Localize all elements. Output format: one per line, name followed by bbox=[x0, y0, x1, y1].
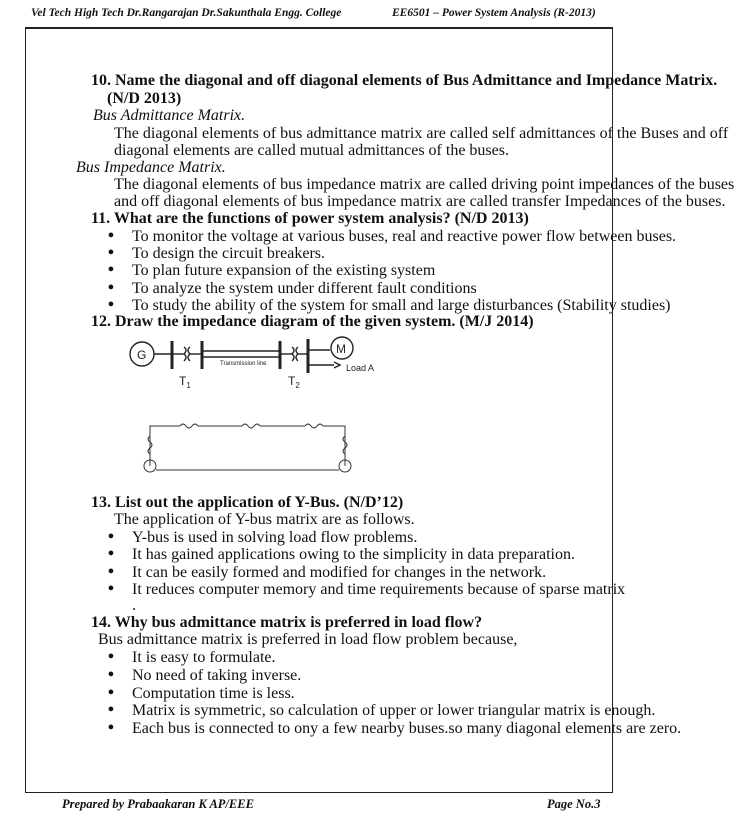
page-footer bbox=[0, 795, 638, 821]
q14-intro: Bus admittance matrix is preferred in load flow problem because, bbox=[98, 631, 518, 648]
q11-item-3: To plan future expansion of the existing system bbox=[132, 262, 436, 279]
course-name: EE6501 – Power System Analysis (R-2013) bbox=[392, 7, 596, 19]
bullet-icon: ● bbox=[107, 668, 115, 680]
q12-title: 12. Draw the impedance diagram of the given system. (M/J 2014) bbox=[91, 313, 534, 330]
t1-label: $T_1$ bbox=[179, 374, 191, 390]
q13-item-2: It has gained applications owing to the simplicity in data preparation. bbox=[132, 546, 575, 563]
q14-item-1: It is easy to formulate. bbox=[132, 649, 276, 666]
bullet-icon: ● bbox=[107, 565, 115, 577]
bullet-icon: ● bbox=[107, 229, 115, 241]
q13-title: 13. List out the application of Y-Bus. (N/D’12) bbox=[91, 494, 404, 511]
bullet-icon: ● bbox=[107, 246, 115, 258]
q11-item-2: To design the circuit breakers. bbox=[132, 245, 326, 262]
bus-impedance-line-1: The diagonal elements of bus impedance matrix are called driving point impedances of the buses bbox=[114, 176, 734, 193]
bus-impedance-line-2: and off diagonal elements of bus impedance matrix are called transfer Impedances of the buses. bbox=[114, 193, 726, 210]
q10-title: 10. Name the diagonal and off diagonal elements of Bus Admittance and Impedance Matrix. bbox=[91, 72, 718, 89]
bullet-icon: ● bbox=[107, 703, 115, 715]
page-number: Page No.3 bbox=[547, 797, 601, 811]
line-label: Transmission line bbox=[220, 361, 267, 367]
q14-item-2: No need of taking inverse. bbox=[132, 667, 302, 684]
motor-label: M bbox=[336, 342, 346, 356]
bullet-icon: ● bbox=[107, 686, 115, 698]
q11-item-5: To study the ability of the system for small and large disturbances (Stability studies) bbox=[132, 297, 671, 314]
q13-intro: The application of Y-bus matrix are as follows. bbox=[114, 511, 415, 528]
bullet-icon: ● bbox=[107, 721, 115, 733]
bullet-icon: ● bbox=[107, 281, 115, 293]
load-label: Load A bbox=[346, 363, 375, 373]
college-name: Vel Tech High Tech Dr.Rangarajan Dr.Sakunthala Engg. College bbox=[31, 7, 342, 19]
q13-item-3: It can be easily formed and modified for changes in the network. bbox=[132, 564, 547, 581]
q11-item-1: To monitor the voltage at various buses, real and reactive power flow between buses. bbox=[132, 228, 677, 245]
bus-admittance-line-1: The diagonal elements of bus admittance matrix are called self admittances of the Buses and off bbox=[114, 125, 729, 142]
q10-tag: (N/D 2013) bbox=[107, 90, 182, 107]
bus-impedance-heading: Bus Impedance Matrix. bbox=[76, 159, 226, 176]
t2-label: $T_2$ bbox=[288, 374, 300, 390]
single-line-diagram bbox=[124, 333, 444, 393]
q14-title: 14. Why bus admittance matrix is preferred in load flow? bbox=[91, 614, 483, 631]
bullet-icon: ● bbox=[107, 547, 115, 559]
q13-trailing: . bbox=[132, 597, 136, 614]
bullet-icon: ● bbox=[107, 530, 115, 542]
bullet-icon: ● bbox=[107, 298, 115, 310]
q11-item-4: To analyze the system under different fault conditions bbox=[132, 280, 477, 297]
bullet-icon: ● bbox=[107, 582, 115, 594]
q13-item-4: It reduces computer memory and time requirements because of sparse matrix bbox=[132, 581, 626, 598]
prepared-by: Prepared by Prabaakaran K AP/EEE bbox=[62, 797, 254, 811]
q13-item-1: Y-bus is used in solving load flow problems. bbox=[132, 529, 418, 546]
bullet-icon: ● bbox=[107, 650, 115, 662]
bullet-icon: ● bbox=[107, 263, 115, 275]
q14-item-4: Matrix is symmetric, so calculation of upper or lower triangular matrix is enough. bbox=[132, 702, 656, 719]
generator-label: G bbox=[137, 348, 147, 362]
q14-item-3: Computation time is less. bbox=[132, 685, 295, 702]
bus-admittance-line-2: diagonal elements are called mutual admittances of the buses. bbox=[114, 142, 509, 159]
q14-item-5: Each bus is connected to ony a few nearby buses.so many diagonal elements are zero. bbox=[132, 720, 682, 737]
q11-title: 11. What are the functions of power system analysis? (N/D 2013) bbox=[91, 210, 529, 227]
bus-admittance-heading: Bus Admittance Matrix. bbox=[93, 107, 246, 124]
impedance-diagram-sketch bbox=[130, 400, 370, 480]
